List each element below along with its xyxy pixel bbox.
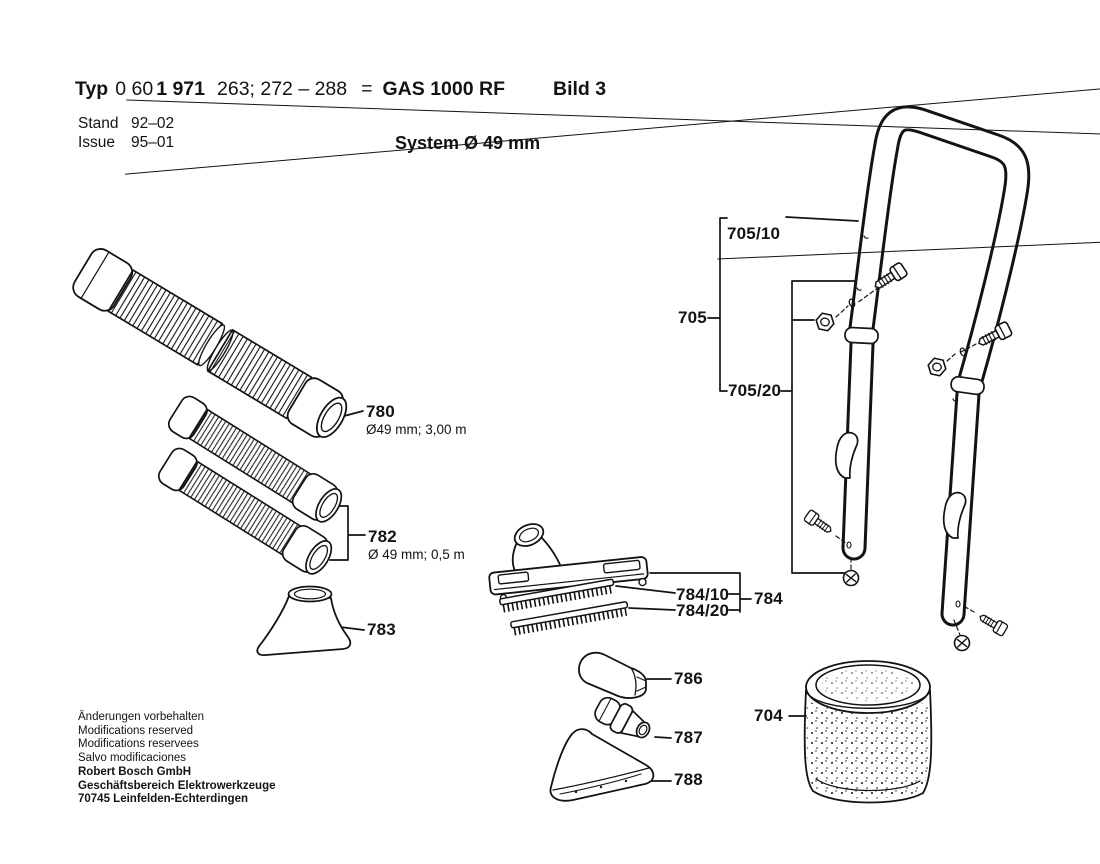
nut-icon: [815, 312, 836, 331]
typ-number-bold: 1 971: [156, 78, 205, 100]
screw-icon: [803, 509, 834, 536]
label-704: 704: [754, 706, 783, 725]
system-spec: System Ø 49 mm: [395, 133, 541, 153]
label-786: 786: [674, 669, 703, 688]
company-line: Robert Bosch GmbH: [78, 766, 192, 778]
nut-icon: [927, 357, 948, 376]
company-line: 70745 Leinfelden-Echterdingen: [78, 793, 248, 805]
equals-sign: =: [361, 78, 373, 100]
issue-label: Issue: [78, 134, 116, 151]
label-782: 782: [368, 527, 397, 546]
title-line: [75, 78, 606, 101]
issue-value: 95–01: [131, 134, 175, 151]
stand-value: 92–02: [131, 115, 1100, 133]
legal-notes: [78, 711, 204, 765]
label-784: 784: [754, 589, 783, 608]
typ-label: Typ: [75, 78, 109, 100]
cone-nozzle-783-drawing: [257, 587, 350, 656]
model-name: GAS 1000 RF: [382, 78, 505, 100]
label-788: 788: [674, 770, 703, 789]
filter-basket-704-drawing: [805, 661, 932, 803]
note-line: Änderungen vorbehalten: [78, 711, 204, 723]
push-handle-705-drawing: [836, 118, 1018, 614]
small-nozzle-786-drawing: [579, 653, 646, 698]
note-line: Modifications reserved: [78, 724, 194, 737]
company-line: Geschäftsbereich Elektrowerkzeuge: [78, 779, 276, 792]
note-line: Modifications reservees: [78, 738, 199, 750]
label-705: 705: [678, 308, 707, 327]
label-783: 783: [367, 620, 396, 639]
crevice-nozzle-788-drawing: [550, 729, 653, 801]
label-705-20: 705/20: [728, 381, 782, 400]
label-787: 787: [674, 728, 703, 747]
label-784-10: 784/10: [676, 585, 730, 604]
label-782-spec: Ø 49 mm; 0,5 m: [368, 547, 465, 562]
note-line: Salvo modificaciones: [78, 751, 187, 764]
cross-screw-icon: [955, 636, 970, 651]
company-block: [78, 766, 276, 807]
label-780: 780: [366, 402, 395, 421]
typ-number-light: 0 60: [115, 78, 154, 100]
label-784-20: 784/20: [676, 601, 730, 620]
callout-leader-lines: [330, 217, 858, 781]
typ-variants: 263; 272 – 288: [217, 78, 348, 100]
label-780-spec: Ø49 mm; 3,00 m: [366, 422, 467, 437]
cross-screw-icon: [844, 571, 859, 586]
brush-strip-784-20: [510, 602, 628, 632]
sheet-number: Bild 3: [552, 78, 607, 100]
label-705-10: 705/10: [727, 224, 1100, 244]
screw-icon: [977, 611, 1008, 636]
floor-nozzle-784-drawing: [489, 520, 649, 632]
stand-label: Stand: [78, 115, 119, 132]
